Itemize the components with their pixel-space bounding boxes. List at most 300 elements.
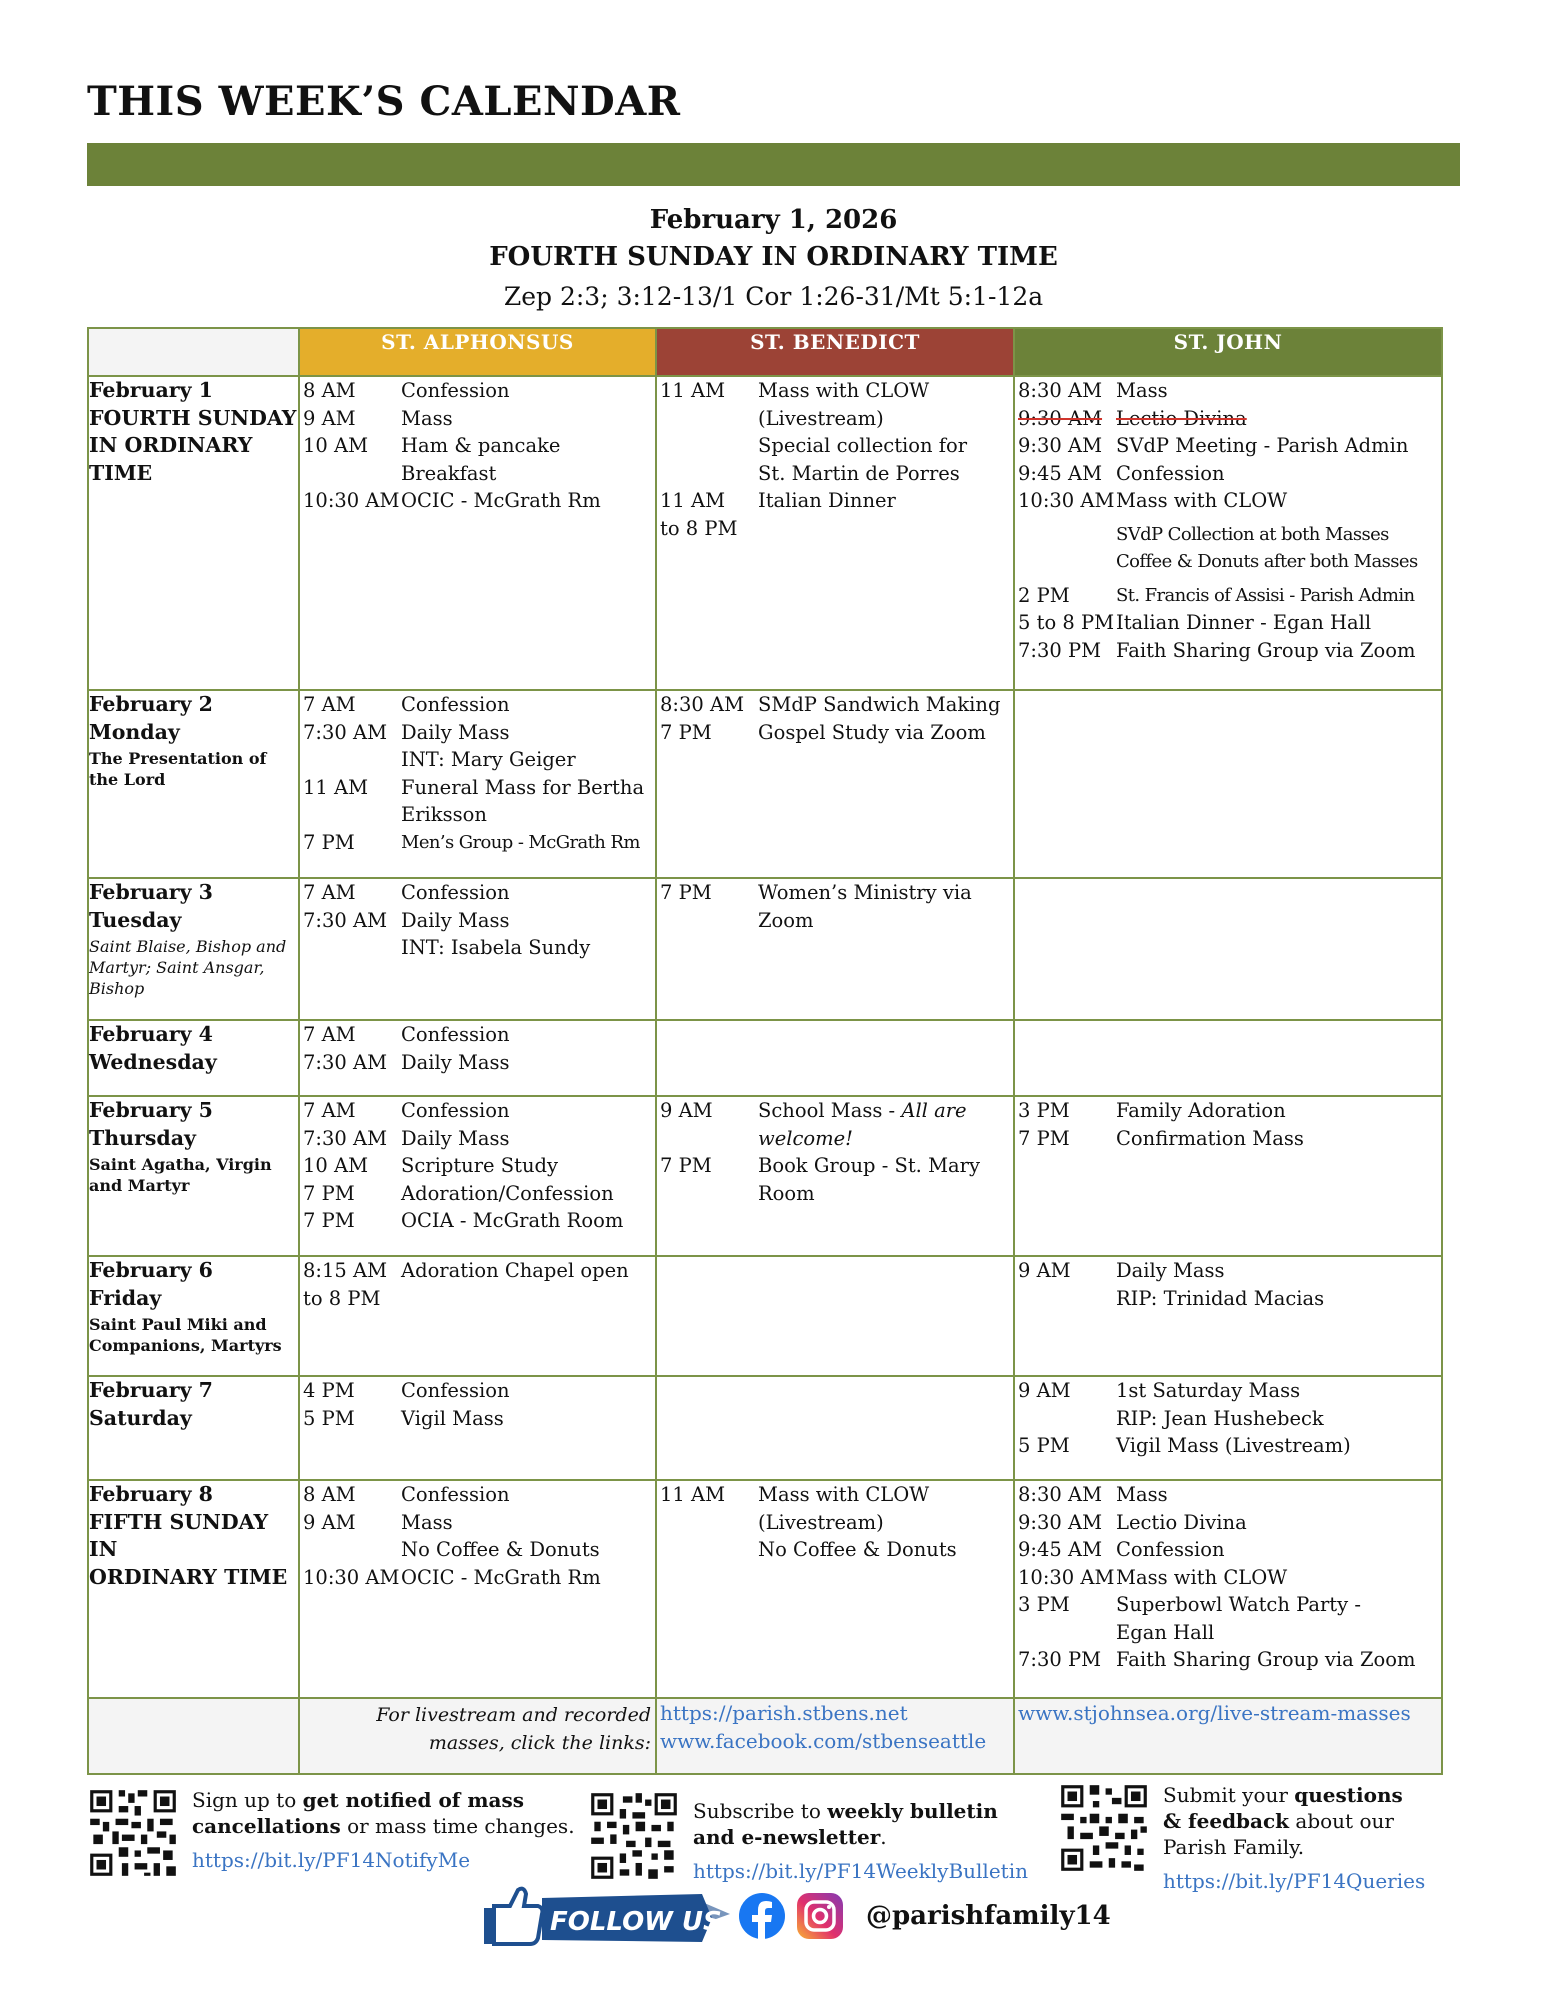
event-time: 7:30 AM [303,720,388,744]
event-text: OCIC - McGrath Rm [401,489,601,512]
livestream-john-cell [1014,1698,1442,1774]
day-name: February 1 FOURTH SUNDAY IN ORDINARY TIME [89,378,297,485]
event-text: Daily Mass [401,1050,510,1074]
event-text: Lectio Divina [1116,406,1247,430]
alphonsus-cell [299,376,656,690]
event-title [400,829,655,857]
corner-header [88,328,299,376]
event-text: Mass with CLOW (Livestream) No Coffee & Donuts [758,1483,957,1561]
event-time: 7:30 PM [1018,638,1102,662]
day-row [88,1020,1442,1096]
follow-us-label: FOLLOW US [550,1907,722,1937]
promo-queries-pre: Submit your [1163,1783,1295,1807]
event-time: 11 AM to 8 PM [660,489,738,540]
event-entry [657,719,1013,747]
calendar-table [87,327,1443,1775]
event-entry [300,1509,655,1564]
event-text: Funeral Mass for Bertha Eriksson [401,775,645,826]
event-text: Confession [401,1023,510,1046]
day-name: February 8 FIFTH SUNDAY IN ORDINARY TIME [89,1482,288,1589]
event-time: 5 to 8 PM [1018,611,1115,634]
event-text: Family Adoration [1116,1099,1286,1122]
john-cell [1014,690,1442,878]
event-text: Coffee & Donuts after both Masses [1116,551,1418,572]
day-label-cell [88,1256,299,1376]
event-entry [657,377,1013,487]
event-text: Daily Mass RIP: Trinidad Macias [1116,1259,1325,1310]
day-name: February 3 Tuesday [89,880,213,932]
event-time: 9:30 AM [1018,1510,1103,1534]
event-entry [1015,1536,1441,1564]
event-title [1115,405,1441,433]
event-title [757,1152,1013,1207]
alphonsus-cell [299,1480,656,1698]
event-entry [1015,1481,1441,1509]
livestream-blank [88,1698,299,1774]
livestream-note-cell [299,1698,656,1774]
promo-notify-post: or mass time changes. [340,1814,575,1838]
column-header-benedict: ST. BENEDICT [656,328,1014,376]
header-bar [87,143,1460,186]
promo-notify-pre: Sign up to [192,1788,303,1812]
event-title [1115,1564,1441,1592]
event-title [757,1481,1013,1564]
event-text: Mass [1116,379,1168,402]
event-entry [1015,1564,1441,1592]
event-entry [1015,432,1441,460]
event-time: 9:30 AM [1018,434,1103,457]
event-time: 7 AM [303,1023,356,1046]
day-label-cell [88,1020,299,1096]
event-entry [300,377,655,405]
event-text: Faith Sharing Group via Zoom [1116,1648,1416,1671]
event-entry [1015,1646,1441,1674]
event-time: 3 PM [1018,1593,1070,1616]
event-time: 4 PM [303,1379,355,1402]
event-entry [657,487,1013,542]
event-entry [657,1097,1013,1152]
event-time: 9:45 AM [1018,1538,1103,1561]
livestream-benedict-cell [656,1698,1014,1774]
event-time: 7 AM [303,881,356,904]
event-text: Daily Mass INT: Mary Geiger [401,720,576,771]
event-text: OCIA - McGrath Room [401,1209,624,1232]
event-entry [300,1180,655,1208]
event-text: Adoration/Confession [401,1181,614,1205]
event-time: 7 PM [303,1209,355,1232]
event-title [1115,460,1441,488]
promo-queries [1058,1782,1425,1894]
event-time: 8:30 AM [660,693,745,716]
event-time: 9:30 AM [1018,406,1103,430]
event-text: Women’s Ministry via Zoom [758,881,972,932]
event-text: Confession [401,881,510,904]
event-entry [1015,1591,1441,1646]
event-text: SVdP Meeting - Parish Admin [1116,434,1409,457]
promo-queries-bold: questions & feedback [1163,1783,1403,1833]
event-title [1115,1432,1441,1460]
event-entry [1015,1509,1441,1537]
qr-code-icon[interactable] [87,1787,179,1879]
event-entry [300,879,655,907]
event-text: Confirmation Mass [1116,1126,1304,1150]
event-title [1115,1125,1441,1153]
event-title [1115,487,1441,515]
promo-queries-link[interactable]: https://bit.ly/PF14Queries [1163,1869,1426,1893]
event-title [400,1257,655,1312]
day-label-cell [88,878,299,1020]
promo-bulletin-post: . [880,1825,887,1849]
event-entry [300,487,655,515]
qr-code-icon[interactable] [1058,1782,1150,1874]
event-text: 1st Saturday Mass RIP: Jean Hushebeck [1116,1379,1324,1430]
event-entry [300,691,655,719]
benedict-cell [656,690,1014,878]
event-time: 7 AM [303,1099,356,1122]
event-entry [300,1257,655,1312]
social-handle: @parishfamily14 [866,1901,1111,1931]
event-time: 7:30 AM [303,1126,388,1150]
event-time: 7 PM [660,720,712,744]
event-text: Italian Dinner [758,489,896,512]
event-time: 9 AM [1018,1379,1071,1402]
column-header-alphonsus: ST. ALPHONSUS [299,328,656,376]
event-text: Confession [401,379,510,402]
event-entry [300,1021,655,1049]
promo-queries-post: about our Parish Family. [1163,1809,1394,1859]
event-title [1115,1536,1441,1564]
promo-notify-bold: get notified of mass cancellations [192,1788,525,1838]
event-time: 9 AM [1018,1259,1071,1282]
event-time: 10:30 AM [1018,489,1115,512]
day-label-cell [88,690,299,878]
promo-bulletin-bold: weekly bulletin and e-newsletter [693,1799,998,1849]
promo-queries-text [1150,1782,1425,1894]
event-entry [1015,548,1441,576]
day-feast: Saint Blaise, Bishop and Martyr; Saint Ansgar, Bishop [89,937,287,998]
event-entry [300,1125,655,1153]
benedict-cell [656,1376,1014,1480]
event-entry [657,1481,1013,1564]
event-time: 7:30 AM [303,908,388,932]
event-time: 8 AM [303,1483,356,1506]
event-text: Daily Mass INT: Isabela Sundy [401,908,591,959]
event-title [1115,582,1441,610]
week-feast: FOURTH SUNDAY IN ORDINARY TIME [489,242,1058,272]
event-entry [1015,487,1441,515]
event-entry [1015,1377,1441,1432]
event-entry [300,829,655,857]
event-text: Confession [401,1099,510,1122]
day-name: February 5 Thursday [89,1098,213,1150]
event-title [400,691,655,719]
event-entry [300,1207,655,1235]
benedict-livestream-link[interactable]: https://parish.stbens.net [660,1701,908,1725]
event-text: Lectio Divina [1116,1510,1247,1534]
event-text: Daily Mass [401,1126,510,1150]
event-time [1015,521,1115,549]
day-row [88,690,1442,878]
event-title [1115,637,1441,665]
qr-code-icon[interactable] [588,1790,680,1882]
event-title [1115,548,1441,576]
benedict-cell [656,1096,1014,1256]
event-title [1115,432,1441,460]
event-time: 7 PM [303,830,355,854]
event-text: Mass with CLOW [1116,489,1288,512]
event-title [757,719,1013,747]
event-time: 10:30 AM [303,489,400,512]
event-time: 2 PM [1018,583,1070,607]
alphonsus-cell [299,1376,656,1480]
event-text: Confession [1116,461,1225,485]
benedict-facebook-link[interactable]: www.facebook.com/stbenseattle [660,1729,987,1753]
event-time [1015,548,1115,576]
event-time: 7 PM [303,1181,355,1205]
event-title [757,487,1013,542]
event-title [1115,521,1441,549]
event-entry [300,1405,655,1433]
event-title [400,1564,655,1592]
event-entry [300,432,655,487]
event-title [1115,1591,1441,1646]
event-title [757,377,1013,487]
event-title [1115,1509,1441,1537]
event-time: 9 AM [660,1099,713,1122]
event-entry [300,1564,655,1592]
promo-notify-text [179,1787,575,1879]
event-text: Italian Dinner - Egan Hall [1116,611,1372,634]
event-entry [657,1152,1013,1207]
event-title [1115,609,1441,637]
event-time: 10 AM [303,1154,369,1177]
event-time: 11 AM [303,775,369,799]
event-time: 3 PM [1018,1099,1070,1122]
event-title [400,1049,655,1077]
event-text: Gospel Study via Zoom [758,720,986,744]
event-entry [1015,637,1441,665]
event-text: SMdP Sandwich Making [758,693,1001,716]
event-text: Faith Sharing Group via Zoom [1116,638,1416,662]
event-text: Mass [401,406,453,430]
event-title [400,1021,655,1049]
event-entry [1015,1125,1441,1153]
event-entry [1015,1257,1441,1312]
livestream-note: For livestream and recorded masses, click the links: [376,1704,651,1754]
event-entry [300,405,655,433]
john-cell [1014,1480,1442,1698]
john-cell [1014,1376,1442,1480]
promo-notify [87,1787,575,1879]
event-entry [300,719,655,774]
event-text: Scripture Study [401,1154,559,1177]
event-entry [1015,521,1441,549]
day-row [88,878,1442,1020]
event-entry [300,1049,655,1077]
alphonsus-cell [299,878,656,1020]
day-label-cell [88,1096,299,1256]
event-text: OCIC - McGrath Rm [401,1565,601,1589]
john-cell [1014,376,1442,690]
event-text: Mass No Coffee & Donuts [401,1510,600,1561]
instagram-icon[interactable] [796,1892,844,1940]
event-title [400,1125,655,1153]
event-text: Ham & pancake Breakfast [401,434,561,485]
event-title [1115,1646,1441,1674]
event-title [1115,1377,1441,1432]
event-time: 10:30 AM [1018,1565,1115,1589]
event-time: 8:15 AM to 8 PM [303,1259,388,1310]
john-cell [1014,1256,1442,1376]
event-title [1115,377,1441,405]
event-entry [1015,582,1441,610]
event-entry [1015,405,1441,433]
event-time: 7 PM [660,881,712,904]
event-text: Mass with CLOW (Livestream) Special collection for St. Martin de Porres [758,379,968,485]
alphonsus-cell [299,1256,656,1376]
event-time: 5 PM [1018,1434,1070,1457]
day-row [88,1096,1442,1256]
event-title [1115,1481,1441,1509]
benedict-cell [656,878,1014,1020]
day-row [88,1256,1442,1376]
event-time: 9 AM [303,406,356,430]
event-entry [300,1097,655,1125]
event-text: SVdP Collection at both Masses [1116,523,1389,545]
day-name: February 6 Friday [89,1258,213,1310]
event-text: Confession [401,1483,510,1506]
social-follow [480,1884,1111,1948]
event-entry [1015,1432,1441,1460]
event-time: 8:30 AM [1018,379,1103,402]
day-feast: The Presentation of the Lord [89,749,267,789]
event-time: 10 AM [303,434,369,457]
day-label-cell [88,1480,299,1698]
event-time: 8:30 AM [1018,1483,1103,1506]
event-entry [300,774,655,829]
event-entry [300,1152,655,1180]
event-time: 7:30 AM [303,1050,388,1074]
event-text: St. Francis of Assisi - Parish Admin [1116,584,1415,606]
event-time: 7 AM [303,693,356,716]
day-row [88,376,1442,690]
john-cell [1014,878,1442,1020]
event-title [400,1481,655,1509]
event-entry [300,1481,655,1509]
event-title [757,691,1013,719]
benedict-cell [656,1480,1014,1698]
event-time: 11 AM [660,379,726,402]
event-time: 10:30 AM [303,1565,400,1589]
promo-bulletin-pre: Subscribe to [693,1799,828,1823]
event-time: 11 AM [660,1483,726,1506]
event-title [400,879,655,907]
day-feast: Saint Agatha, Virgin and Martyr [89,1155,272,1195]
event-title [757,879,1013,934]
day-name: February 2 Monday [89,692,213,744]
event-time: 8 AM [303,379,356,402]
event-emphasis: All are welcome! [758,1099,967,1150]
day-label-cell [88,376,299,690]
event-title [400,907,655,962]
event-entry [1015,609,1441,637]
event-text: Vigil Mass [401,1406,504,1430]
day-label-cell [88,1376,299,1480]
livestream-row [88,1698,1442,1774]
benedict-cell [656,1020,1014,1096]
benedict-cell [656,1256,1014,1376]
event-title [400,1152,655,1180]
event-entry [1015,1097,1441,1125]
event-title [400,405,655,433]
day-name: February 7 Saturday [89,1378,213,1430]
event-title [400,432,655,487]
promo-notify-link[interactable]: https://bit.ly/PF14NotifyMe [192,1848,471,1872]
event-text: School Mass - [758,1099,902,1122]
event-title [1115,1097,1441,1125]
event-text: Confession [401,693,510,716]
event-text: Superbowl Watch Party - Egan Hall [1116,1593,1361,1644]
alphonsus-cell [299,1020,656,1096]
alphonsus-cell [299,1096,656,1256]
event-title [400,1377,655,1405]
benedict-cell [656,376,1014,690]
event-text: Confession [1116,1538,1225,1561]
event-title [400,1509,655,1564]
event-entry [657,879,1013,934]
promo-bulletin-link[interactable]: https://bit.ly/PF14WeeklyBulletin [693,1859,1028,1883]
event-title [400,1097,655,1125]
event-time: 7:30 PM [1018,1648,1102,1671]
event-text: Mass [1116,1483,1168,1506]
event-entry [1015,377,1441,405]
event-text: Vigil Mass (Livestream) [1116,1434,1351,1457]
event-title [1115,1257,1441,1312]
event-entry [657,691,1013,719]
event-entry [300,907,655,962]
event-time: 9:45 AM [1018,461,1103,485]
event-title [400,487,655,515]
john-livestream-link[interactable]: www.stjohnsea.org/live-stream-masses [1018,1701,1411,1725]
facebook-icon[interactable] [738,1892,786,1940]
event-entry [300,1377,655,1405]
event-time: 5 PM [303,1406,355,1430]
event-text: Confession [401,1379,510,1402]
event-title [400,1405,655,1433]
day-row [88,1376,1442,1480]
follow-us-badge[interactable] [480,1884,734,1948]
event-time: 7 PM [660,1154,712,1177]
event-title [400,1207,655,1235]
alphonsus-cell [299,690,656,878]
day-row [88,1480,1442,1698]
event-title [400,719,655,774]
promo-bulletin-text [680,1790,1028,1884]
day-name: February 4 Wednesday [89,1022,217,1074]
event-time: 9 AM [303,1510,356,1534]
promo-bulletin [588,1790,1028,1884]
john-cell [1014,1096,1442,1256]
event-entry [1015,460,1441,488]
event-title [400,1180,655,1208]
day-feast: Saint Paul Miki and Companions, Martyrs [89,1315,282,1355]
event-time: 7 PM [1018,1126,1070,1150]
john-cell [1014,1020,1442,1096]
event-title [400,774,655,829]
event-text: Men’s Group - McGrath Rm [401,831,640,853]
page-title: THIS WEEK’S CALENDAR [87,78,681,125]
column-header-john: ST. JOHN [1014,328,1442,376]
